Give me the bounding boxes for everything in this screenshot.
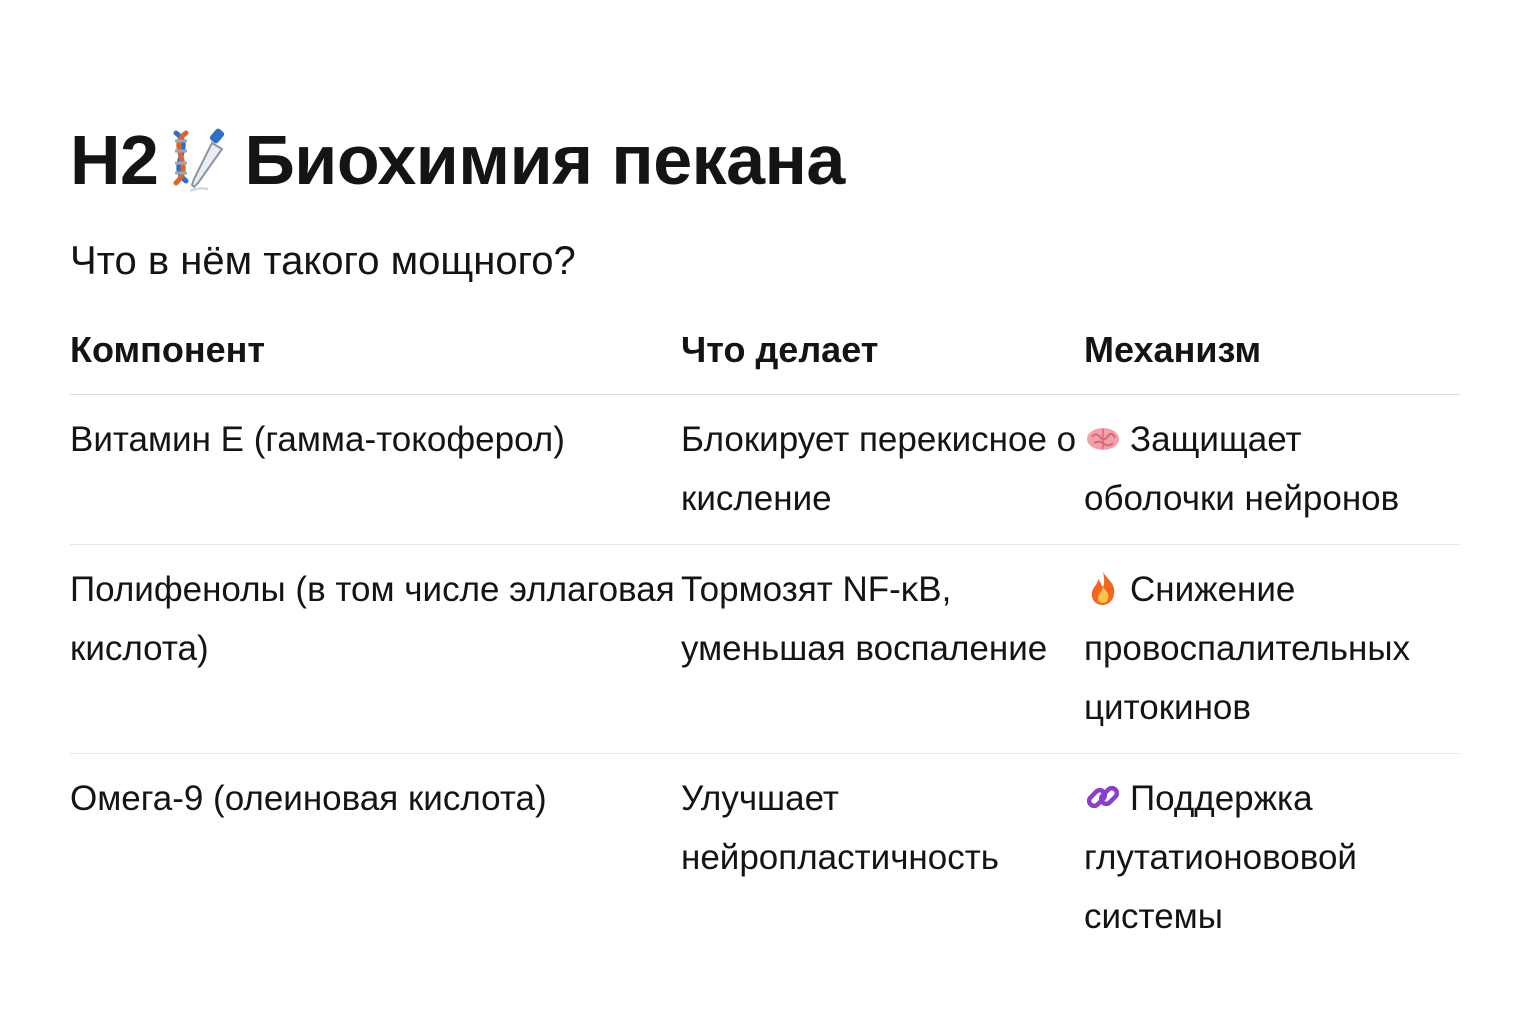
biochemistry-table	[70, 320, 1460, 962]
action-text: Улучшает нейропластичность	[681, 779, 999, 877]
heading-prefix: H2	[70, 121, 159, 199]
cell-component	[70, 545, 681, 754]
header-action: Что делает	[681, 320, 1084, 395]
cell-action	[681, 754, 1084, 963]
header-component: Компонент	[70, 320, 681, 395]
component-text: Омега-9 (олеиновая кислота)	[70, 779, 547, 818]
component-text: Полифенолы (в том числе эллаговая кислота)	[70, 570, 675, 668]
page-title	[70, 118, 845, 207]
action-text: Тормозят NF-κB, уменьшая воспаление	[681, 570, 1048, 668]
cell-mechanism	[1084, 545, 1460, 754]
table-row	[70, 545, 1460, 754]
action-text: Блокирует перекисное окисление	[681, 420, 1077, 518]
mechanism-text: Снижение провоспалительных цитокинов	[1084, 570, 1411, 727]
table-row	[70, 754, 1460, 963]
component-text: Витамин E (гамма-токоферол)	[70, 420, 565, 459]
fire-icon	[1084, 566, 1122, 604]
cell-mechanism	[1084, 395, 1460, 545]
cell-component	[70, 754, 681, 963]
link-icon	[1084, 775, 1122, 813]
mechanism-text: Поддержка глутатионововой системы	[1084, 779, 1357, 936]
table-row	[70, 395, 1460, 545]
cell-action	[681, 545, 1084, 754]
heading-text: Биохимия пекана	[244, 121, 845, 199]
cell-component	[70, 395, 681, 545]
subtitle: Что в нём такого мощного?	[70, 239, 576, 283]
header-mechanism: Механизм	[1084, 320, 1460, 395]
table-header-row	[70, 320, 1460, 395]
dna-pipette-icon	[162, 125, 234, 197]
brain-icon	[1084, 416, 1122, 454]
mechanism-text: Защищает оболочки нейронов	[1084, 420, 1400, 518]
cell-mechanism	[1084, 754, 1460, 963]
cell-action	[681, 395, 1084, 545]
